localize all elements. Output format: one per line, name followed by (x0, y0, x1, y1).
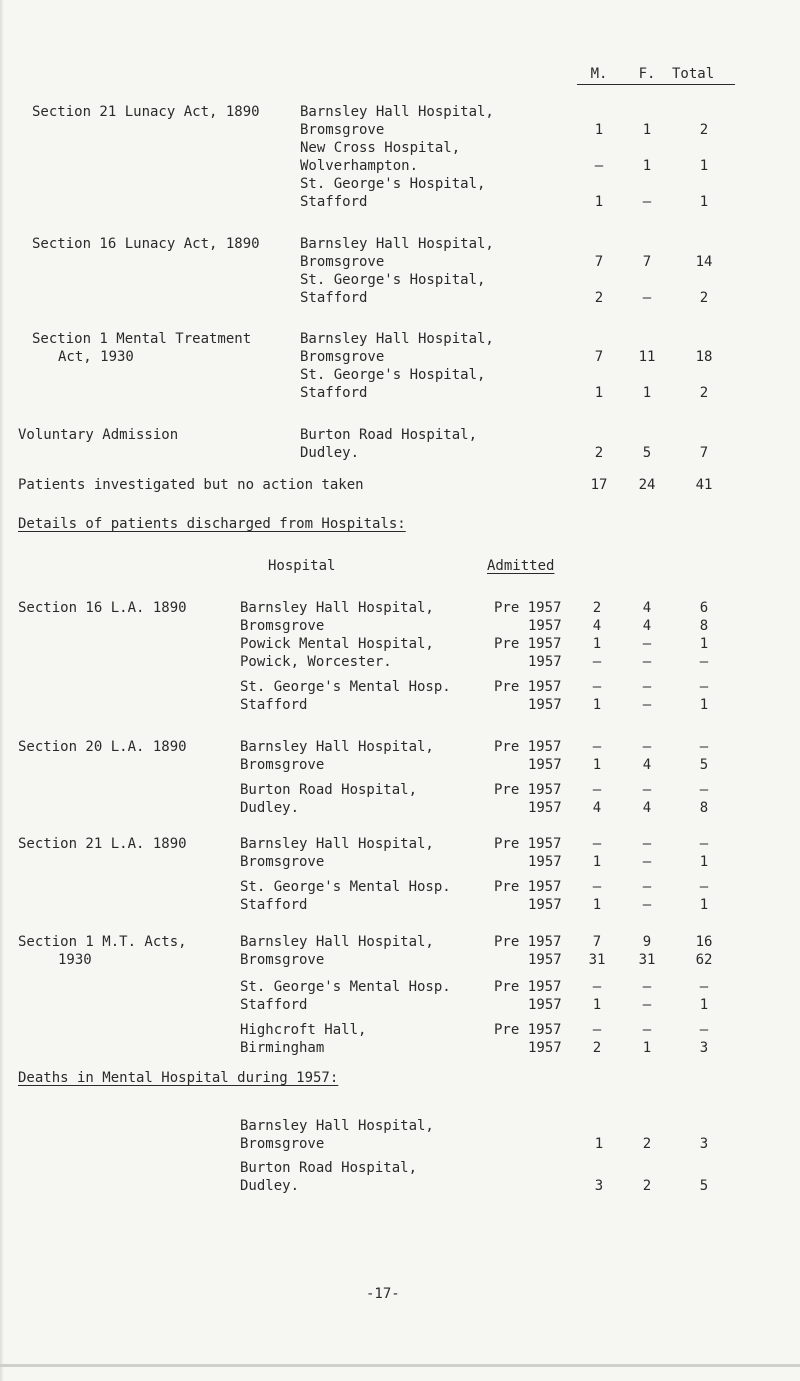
admitted-value: Pre 1957 (494, 636, 562, 652)
investigated-total: 41 (695, 477, 713, 493)
col-header-m: M. (590, 66, 608, 82)
count-f: 4 (642, 800, 652, 816)
admitted-value: Pre 1957 (494, 739, 562, 755)
hospital-name: Barnsley Hall Hospital, (240, 600, 434, 616)
group-title: Section 1 M.T. Acts, (18, 934, 187, 950)
admitted-value: Pre 1957 (494, 836, 562, 852)
hospital-name: Barnsley Hall Hospital, (240, 934, 434, 950)
count-f: 2 (642, 1178, 652, 1194)
hospital-name: New Cross Hospital, (300, 140, 461, 156)
admitted-value: Pre 1957 (494, 979, 562, 995)
hospital-place: Wolverhampton. (300, 158, 419, 174)
count-total: 18 (695, 349, 713, 365)
count-f: – (642, 194, 652, 210)
investigated-label: Patients investigated but no action taken (18, 477, 364, 493)
group-title: Section 21 L.A. 1890 (18, 836, 187, 852)
count-total: – (699, 679, 709, 695)
hospital-place: Bromsgrove (300, 254, 385, 270)
count-total: 8 (699, 800, 709, 816)
hospital-place: Stafford (300, 290, 368, 306)
count-m: 1 (592, 997, 602, 1013)
count-f: 4 (642, 600, 652, 616)
hospital-place: Bromsgrove (240, 854, 325, 870)
hospital-name: Barnsley Hall Hospital, (300, 236, 494, 252)
count-total: 2 (699, 290, 709, 306)
scan-edge (0, 0, 4, 1381)
count-f: 31 (638, 952, 656, 968)
section-title-cont: Act, 1930 (58, 349, 134, 365)
admitted-value: 1957 (528, 618, 562, 634)
count-total: 2 (699, 385, 709, 401)
count-m: 7 (594, 254, 604, 270)
group-title: Section 20 L.A. 1890 (18, 739, 187, 755)
hospital-place: Birmingham (240, 1040, 325, 1056)
count-m: 7 (592, 934, 602, 950)
admitted-value: Pre 1957 (494, 782, 562, 798)
count-m: – (592, 1022, 602, 1038)
page-bottom-rule (0, 1364, 800, 1367)
header-rule (577, 84, 735, 85)
count-m: 1 (592, 697, 602, 713)
admitted-value: 1957 (528, 1040, 562, 1056)
admitted-value: Pre 1957 (494, 600, 562, 616)
count-f: 1 (642, 1040, 652, 1056)
admitted-value: 1957 (528, 800, 562, 816)
hospital-name: Barnsley Hall Hospital, (240, 1118, 434, 1134)
discharged-heading: Details of patients discharged from Hospitals: (18, 516, 406, 532)
admitted-value: 1957 (528, 654, 562, 670)
count-m: 3 (594, 1178, 604, 1194)
count-f: – (642, 679, 652, 695)
admitted-value: 1957 (528, 897, 562, 913)
count-total: 3 (699, 1040, 709, 1056)
hospital-place: Dudley. (240, 1178, 300, 1194)
count-total: – (699, 782, 709, 798)
count-total: 62 (695, 952, 713, 968)
count-f: 2 (642, 1136, 652, 1152)
hospital-name: Barnsley Hall Hospital, (240, 836, 434, 852)
count-m: 1 (594, 1136, 604, 1152)
count-total: 1 (699, 697, 709, 713)
count-f: – (642, 739, 652, 755)
count-f: 5 (642, 445, 652, 461)
count-m: 1 (594, 194, 604, 210)
admitted-value: Pre 1957 (494, 1022, 562, 1038)
hospital-name: St. George's Hospital, (300, 176, 486, 192)
investigated-f: 24 (638, 477, 656, 493)
hospital-place: Bromsgrove (300, 349, 385, 365)
admitted-value: 1957 (528, 854, 562, 870)
admitted-value: 1957 (528, 757, 562, 773)
count-f: – (642, 654, 652, 670)
count-m: 1 (594, 122, 604, 138)
count-m: – (592, 836, 602, 852)
count-total: 6 (699, 600, 709, 616)
count-m: 2 (592, 1040, 602, 1056)
count-total: – (699, 836, 709, 852)
admitted-value: 1957 (528, 952, 562, 968)
count-f: – (642, 897, 652, 913)
hospital-name: St. George's Hospital, (300, 272, 486, 288)
hospital-place: Bromsgrove (240, 952, 325, 968)
count-f: – (642, 697, 652, 713)
count-m: – (594, 158, 604, 174)
count-m: – (592, 654, 602, 670)
hospital-place: Dudley. (240, 800, 300, 816)
hospital-name: Powick Mental Hospital, (240, 636, 434, 652)
group-title: Section 16 L.A. 1890 (18, 600, 187, 616)
hospital-name: St. George's Mental Hosp. (240, 879, 451, 895)
count-total: 1 (699, 194, 709, 210)
hospital-place: Bromsgrove (300, 122, 385, 138)
count-total: 7 (699, 445, 709, 461)
investigated-m: 17 (590, 477, 608, 493)
hospital-name: Barnsley Hall Hospital, (300, 331, 494, 347)
count-m: 1 (592, 636, 602, 652)
hospital-place: Bromsgrove (240, 618, 325, 634)
count-m: 4 (592, 800, 602, 816)
count-m: 2 (594, 290, 604, 306)
count-m: 2 (594, 445, 604, 461)
section-title: Section 16 Lunacy Act, 1890 (32, 236, 260, 252)
count-total: 5 (699, 1178, 709, 1194)
section-title: Section 1 Mental Treatment (32, 331, 252, 347)
count-f: 1 (642, 158, 652, 174)
count-total: 1 (699, 158, 709, 174)
count-total: 14 (695, 254, 713, 270)
count-m: 4 (592, 618, 602, 634)
page-number: -17- (366, 1286, 400, 1302)
count-m: 1 (594, 385, 604, 401)
count-m: – (592, 739, 602, 755)
hospital-place: Stafford (240, 697, 308, 713)
count-m: 31 (588, 952, 606, 968)
admitted-value: Pre 1957 (494, 879, 562, 895)
hospital-place: Bromsgrove (240, 757, 325, 773)
admitted-value: Pre 1957 (494, 934, 562, 950)
count-total: 2 (699, 122, 709, 138)
col-header-total: Total (672, 66, 715, 82)
hospital-name: Burton Road Hospital, (300, 427, 478, 443)
count-f: – (642, 290, 652, 306)
count-m: – (592, 879, 602, 895)
hospital-name: Barnsley Hall Hospital, (240, 739, 434, 755)
count-f: 7 (642, 254, 652, 270)
count-f: 4 (642, 757, 652, 773)
count-f: – (642, 854, 652, 870)
hospital-place: Dudley. (300, 445, 360, 461)
count-f: – (642, 879, 652, 895)
count-f: – (642, 1022, 652, 1038)
count-f: – (642, 997, 652, 1013)
count-m: – (592, 782, 602, 798)
hospital-name: Burton Road Hospital, (240, 1160, 418, 1176)
section-title: Section 21 Lunacy Act, 1890 (32, 104, 260, 120)
count-total: – (699, 739, 709, 755)
hospital-name: St. George's Hospital, (300, 367, 486, 383)
count-total: – (699, 979, 709, 995)
hospital-name: St. George's Mental Hosp. (240, 679, 451, 695)
count-m: 1 (592, 854, 602, 870)
count-m: 1 (592, 757, 602, 773)
hospital-name: Burton Road Hospital, (240, 782, 418, 798)
count-total: 1 (699, 897, 709, 913)
hospital-place: Stafford (300, 385, 368, 401)
hospital-name: Highcroft Hall, (240, 1022, 367, 1038)
admitted-value: Pre 1957 (494, 679, 562, 695)
count-total: 5 (699, 757, 709, 773)
count-m: 7 (594, 349, 604, 365)
section-title: Voluntary Admission (18, 427, 179, 443)
hospital-place: Stafford (300, 194, 368, 210)
group-title-cont: 1930 (58, 952, 92, 968)
hospital-name: Barnsley Hall Hospital, (300, 104, 494, 120)
count-total: 1 (699, 636, 709, 652)
hospital-place: Stafford (240, 897, 308, 913)
count-total: – (699, 879, 709, 895)
count-m: – (592, 679, 602, 695)
count-total: 3 (699, 1136, 709, 1152)
hospital-place: Stafford (240, 997, 308, 1013)
col-hospital: Hospital (268, 558, 336, 574)
count-f: 1 (642, 122, 652, 138)
count-m: – (592, 979, 602, 995)
count-f: – (642, 636, 652, 652)
count-total: 16 (695, 934, 713, 950)
count-f: 9 (642, 934, 652, 950)
count-f: – (642, 782, 652, 798)
count-f: 11 (638, 349, 656, 365)
hospital-name: St. George's Mental Hosp. (240, 979, 451, 995)
count-total: 1 (699, 997, 709, 1013)
count-total: 1 (699, 854, 709, 870)
admitted-value: 1957 (528, 697, 562, 713)
count-f: 1 (642, 385, 652, 401)
count-total: – (699, 1022, 709, 1038)
count-total: – (699, 654, 709, 670)
count-m: 1 (592, 897, 602, 913)
count-f: 4 (642, 618, 652, 634)
admitted-value: 1957 (528, 997, 562, 1013)
count-f: – (642, 836, 652, 852)
deaths-heading: Deaths in Mental Hospital during 1957: (18, 1070, 339, 1086)
count-total: 8 (699, 618, 709, 634)
col-header-f: F. (638, 66, 656, 82)
hospital-place: Bromsgrove (240, 1136, 325, 1152)
count-f: – (642, 979, 652, 995)
hospital-place: Powick, Worcester. (240, 654, 392, 670)
count-m: 2 (592, 600, 602, 616)
col-admitted: Admitted (487, 558, 555, 574)
